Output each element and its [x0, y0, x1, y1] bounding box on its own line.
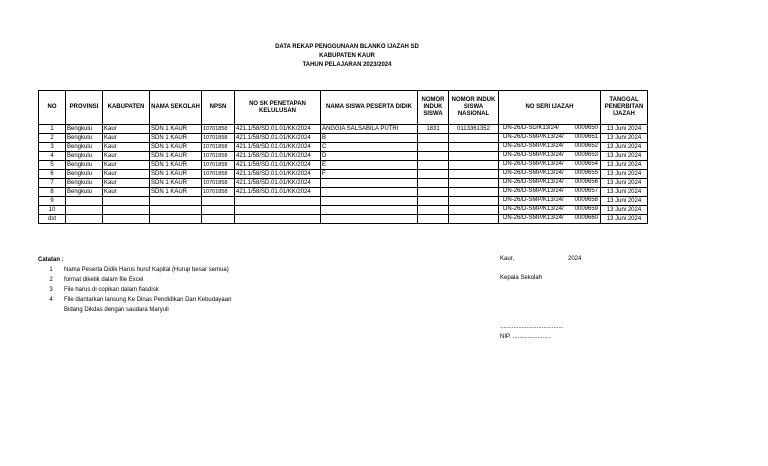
note-number: 2 [49, 277, 53, 283]
cell-nisn [449, 206, 499, 215]
seri-prefix: DN-26/D-SMP/K13/24/ [503, 179, 564, 185]
cell-tanggal: 13 Juni 2024 [601, 188, 648, 197]
cell-npsn: 10701858 [202, 143, 235, 152]
cell-no: 2 [39, 134, 66, 143]
cell-tanggal: 13 Juni 2024 [601, 161, 648, 170]
cell-kabupaten: Kaur [103, 134, 150, 143]
cell-nama [321, 197, 418, 206]
cell-nisn [449, 179, 499, 188]
cell-provinsi [66, 206, 103, 215]
cell-nis [418, 161, 449, 170]
cell-no: dst [39, 215, 66, 224]
cell-seri [499, 197, 601, 206]
seri-prefix: DN-26/D-SMP/K13/24/ [503, 152, 564, 158]
cell-nis [418, 152, 449, 161]
cell-sk: 421.1/58/SD.01.01/KK/2024 [235, 161, 321, 170]
cell-seri [499, 134, 601, 143]
seri-prefix: DN-26/D-SMP/K13/24/ [503, 143, 564, 149]
cell-sk: 421.1/58/SD.01.01/KK/2024 [235, 170, 321, 179]
cell-sk: 421.1/58/SD.01.01/KK/2024 [235, 125, 321, 134]
cell-nisn [449, 197, 499, 206]
cell-sk: 421.1/58/SD.01.01/KK/2024 [235, 188, 321, 197]
cell-npsn [202, 197, 235, 206]
col-npsn-header: NPSN [202, 91, 235, 125]
note-text: Bidang Dikdas dengan saudara Maryuli [64, 307, 169, 313]
cell-sk [235, 215, 321, 224]
col-nis-header: NOMOR INDUK SISWA [418, 91, 449, 125]
cell-no: 1 [39, 125, 66, 134]
note-number: 4 [49, 297, 53, 303]
cell-kabupaten: Kaur [103, 161, 150, 170]
note-number: 3 [49, 287, 53, 293]
seri-prefix: DN-26/D-SMP/K13/24/ [503, 197, 564, 203]
cell-kabupaten: Kaur [103, 179, 150, 188]
cell-no: 5 [39, 161, 66, 170]
cell-nama: F [321, 170, 418, 179]
cell-nama [321, 206, 418, 215]
cell-kabupaten: Kaur [103, 152, 150, 161]
cell-tanggal: 13 Juni 2024 [601, 215, 648, 224]
col-nisn-header: NOMOR INDUK SISWA NASIONAL [449, 91, 499, 125]
notes-list [38, 265, 231, 315]
cell-seri [499, 143, 601, 152]
seri-prefix: DN-26/D-SMP/K13/24/ [503, 215, 564, 221]
note-text: File harus di copikan dalam flasdisk [64, 287, 159, 293]
table-header [39, 91, 648, 125]
cell-npsn: 10701858 [202, 134, 235, 143]
cell-tanggal: 13 Juni 2024 [601, 134, 648, 143]
cell-kabupaten: Kaur [103, 170, 150, 179]
table-row [39, 197, 648, 206]
cell-seri [499, 125, 601, 134]
seri-prefix: DN-26/D-SMP/K13/24/ [503, 188, 564, 194]
cell-sekolah: SDN 1 KAUR [150, 143, 202, 152]
document-region: KABUPATEN KAUR [319, 53, 375, 59]
cell-nisn [449, 188, 499, 197]
cell-tanggal: 13 Juni 2024 [601, 143, 648, 152]
cell-provinsi [66, 215, 103, 224]
cell-tanggal: 13 Juni 2024 [601, 197, 648, 206]
cell-nis [418, 206, 449, 215]
table-row [39, 134, 648, 143]
table-row [39, 215, 648, 224]
cell-seri [499, 152, 601, 161]
seri-prefix: DN-26/D-SMP/K13/24/ [503, 206, 564, 212]
seri-number: 0009651 [574, 134, 598, 140]
note-item [38, 275, 231, 285]
seri-number: 0009659 [574, 206, 598, 212]
cell-seri [499, 206, 601, 215]
cell-nisn [449, 143, 499, 152]
cell-nama: D [321, 152, 418, 161]
cell-sekolah: SDN 1 KAUR [150, 125, 202, 134]
cell-nisn [449, 215, 499, 224]
cell-nisn [449, 170, 499, 179]
seri-prefix: DN-26/D-SD/K13/24/ [503, 125, 560, 131]
table-row [39, 170, 648, 179]
cell-provinsi: Bengkulu [66, 179, 103, 188]
cell-nama [321, 215, 418, 224]
cell-provinsi: Bengkulu [66, 143, 103, 152]
note-number: 1 [49, 267, 53, 273]
col-kabupaten-header: KABUPATEN [103, 91, 150, 125]
cell-no: 10 [39, 206, 66, 215]
table-row [39, 179, 648, 188]
document-title: DATA REKAP PENGGUNAAN BLANKO IJAZAH SD [275, 44, 419, 50]
cell-sk: 421.1/58/SD.01.01/KK/2024 [235, 179, 321, 188]
col-tanggal-header: TANGGAL PENERBITAN IJAZAH [601, 91, 648, 125]
cell-npsn: 10701858 [202, 161, 235, 170]
seri-number: 0009660 [574, 215, 598, 221]
cell-npsn: 10701858 [202, 152, 235, 161]
recap-table [38, 90, 648, 224]
cell-sk [235, 197, 321, 206]
seri-number: 0009652 [574, 143, 598, 149]
signature-nip: NIP. ....................... [500, 334, 551, 340]
document-year: TAHUN PELAJARAN 2023/2024 [302, 62, 392, 68]
cell-sekolah [150, 215, 202, 224]
seri-number: 0009658 [574, 197, 598, 203]
notes-section [38, 255, 231, 315]
cell-no: 9 [39, 197, 66, 206]
cell-sekolah: SDN 1 KAUR [150, 152, 202, 161]
cell-nis [418, 188, 449, 197]
cell-nisn [449, 134, 499, 143]
cell-sekolah [150, 197, 202, 206]
cell-kabupaten: Kaur [103, 143, 150, 152]
cell-kabupaten: Kaur [103, 188, 150, 197]
cell-nis: 1831 [418, 125, 449, 134]
cell-seri [499, 161, 601, 170]
note-text: format diketik dalam file Excel [64, 277, 144, 283]
seri-number: 0009655 [574, 170, 598, 176]
cell-tanggal: 13 Juni 2024 [601, 206, 648, 215]
cell-no: 7 [39, 179, 66, 188]
col-no-header: NO [39, 91, 66, 125]
cell-npsn: 10701858 [202, 179, 235, 188]
cell-kabupaten [103, 215, 150, 224]
seri-prefix: DN-26/D-SMP/K13/24/ [503, 170, 564, 176]
cell-nis [418, 215, 449, 224]
signature-year: 2024 [568, 256, 582, 262]
cell-nama: B [321, 134, 418, 143]
col-nama-header: NAMA SISWA PESERTA DIDIK [321, 91, 418, 125]
cell-tanggal: 13 Juni 2024 [601, 152, 648, 161]
table-row [39, 125, 648, 134]
seri-prefix: DN-26/D-SMP/K13/24/ [503, 134, 564, 140]
cell-sk: 421.1/58/SD.01.01/KK/2024 [235, 152, 321, 161]
cell-kabupaten [103, 197, 150, 206]
cell-nama [321, 188, 418, 197]
col-seri-header: NO SERI IJAZAH [499, 91, 601, 125]
cell-provinsi: Bengkulu [66, 125, 103, 134]
note-number [38, 305, 64, 315]
cell-nis [418, 179, 449, 188]
cell-no: 8 [39, 188, 66, 197]
cell-nis [418, 134, 449, 143]
cell-provinsi [66, 197, 103, 206]
note-text: Nama Peserta Didik Harus huruf Kapital (Hurup besar semua) [64, 267, 229, 273]
cell-nis [418, 170, 449, 179]
cell-seri [499, 179, 601, 188]
table-row [39, 152, 648, 161]
cell-no: 6 [39, 170, 66, 179]
note-item [38, 305, 231, 315]
cell-no: 3 [39, 143, 66, 152]
cell-nis [418, 197, 449, 206]
table-body [39, 125, 648, 224]
cell-tanggal: 13 Juni 2024 [601, 125, 648, 134]
cell-npsn: 10701858 [202, 170, 235, 179]
cell-provinsi: Bengkulu [66, 170, 103, 179]
cell-tanggal: 13 Juni 2024 [601, 179, 648, 188]
cell-provinsi: Bengkulu [66, 188, 103, 197]
cell-sekolah: SDN 1 KAUR [150, 134, 202, 143]
seri-number: 0009650 [574, 125, 598, 131]
signature-name-line: ...................................... [500, 324, 564, 330]
cell-tanggal: 13 Juni 2024 [601, 170, 648, 179]
signature-place: Kaur, [500, 256, 515, 262]
cell-sk: 421.1/58/SD.01.01/KK/2024 [235, 143, 321, 152]
cell-provinsi: Bengkulu [66, 152, 103, 161]
cell-npsn: 10701858 [202, 188, 235, 197]
seri-number: 0009653 [574, 152, 598, 158]
cell-sekolah: SDN 1 KAUR [150, 179, 202, 188]
table-row [39, 188, 648, 197]
cell-sk: 421.1/58/SD.01.01/KK/2024 [235, 134, 321, 143]
note-item [38, 285, 231, 295]
cell-sekolah [150, 206, 202, 215]
cell-provinsi: Bengkulu [66, 161, 103, 170]
seri-number: 0009656 [574, 179, 598, 185]
col-sk-header: NO SK PENETAPAN KELULUSAN [235, 91, 321, 125]
cell-nisn: 0113361352 [449, 125, 499, 134]
cell-sekolah: SDN 1 KAUR [150, 170, 202, 179]
cell-seri [499, 170, 601, 179]
cell-npsn [202, 215, 235, 224]
cell-provinsi: Bengkulu [66, 134, 103, 143]
cell-nama: ANGGIA SALSABILA PUTRI [321, 125, 418, 134]
signature-role: Kepala Sekolah [500, 275, 543, 281]
notes-heading: Catatan : [38, 257, 64, 263]
note-text: File diantarkan lansung Ke Dinas Pendidikan Dan Kebudayaan [64, 297, 232, 303]
note-item [38, 295, 231, 305]
cell-npsn: 10701858 [202, 125, 235, 134]
seri-number: 0009654 [574, 161, 598, 167]
cell-seri [499, 215, 601, 224]
col-provinsi-header: PROVINSI [66, 91, 103, 125]
table-row [39, 143, 648, 152]
cell-nis [418, 143, 449, 152]
cell-kabupaten: Kaur [103, 125, 150, 134]
cell-nama: E [321, 161, 418, 170]
seri-prefix: DN-26/D-SMP/K13/24/ [503, 161, 564, 167]
cell-nama [321, 179, 418, 188]
cell-npsn [202, 206, 235, 215]
cell-no: 4 [39, 152, 66, 161]
note-item [38, 265, 231, 275]
cell-sk [235, 206, 321, 215]
cell-nama: C [321, 143, 418, 152]
cell-kabupaten [103, 206, 150, 215]
cell-sekolah: SDN 1 KAUR [150, 188, 202, 197]
cell-sekolah: SDN 1 KAUR [150, 161, 202, 170]
col-sekolah-header: NAMA SEKOLAH [150, 91, 202, 125]
cell-seri [499, 188, 601, 197]
seri-number: 0009657 [574, 188, 598, 194]
table-row [39, 206, 648, 215]
cell-nisn [449, 152, 499, 161]
cell-nisn [449, 161, 499, 170]
table-row [39, 161, 648, 170]
